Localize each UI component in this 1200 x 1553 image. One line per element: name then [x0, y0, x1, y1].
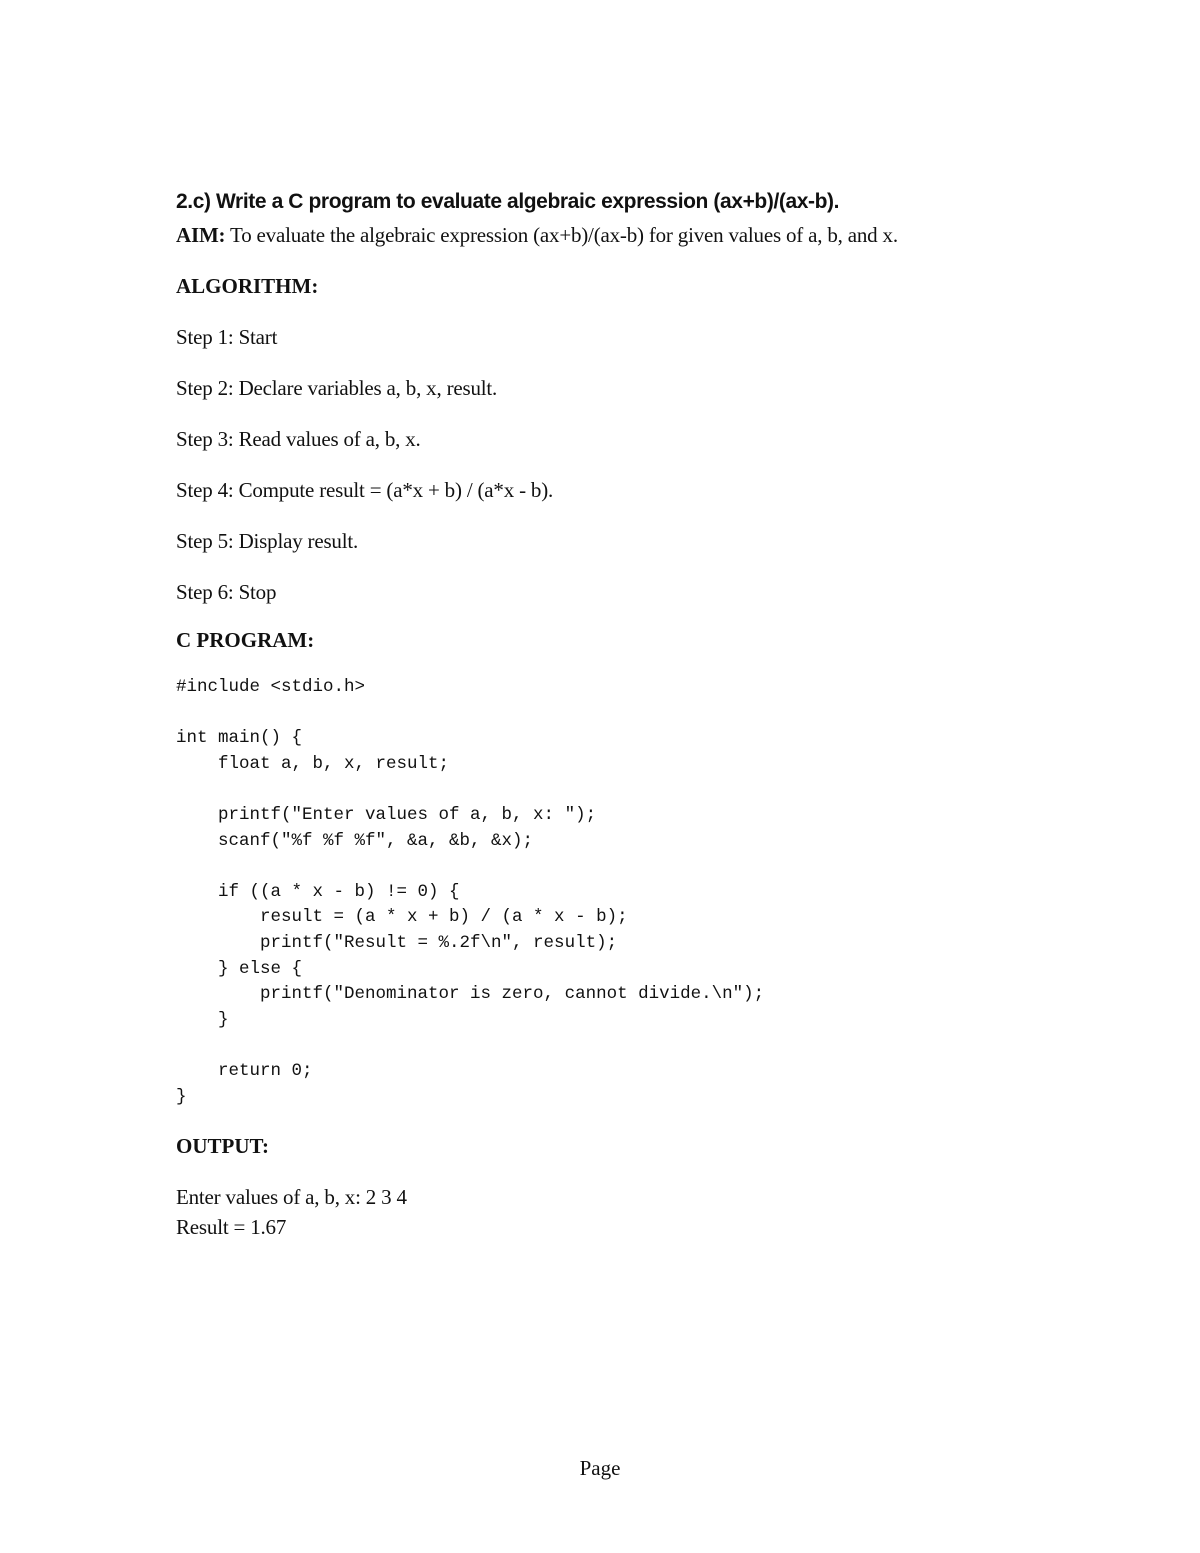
output-line-2: Result = 1.67 [176, 1215, 287, 1239]
page-title: 2.c) Write a C program to evaluate algebraic expression (ax+b)/(ax-b). [176, 190, 840, 213]
output-heading: OUTPUT: [176, 1134, 269, 1158]
step-3: Step 3: Read values of a, b, x. [176, 427, 421, 451]
step-2: Step 2: Declare variables a, b, x, result. [176, 376, 498, 400]
step-5: Step 5: Display result. [176, 529, 359, 553]
aim-label: AIM: [176, 223, 226, 247]
aim-paragraph [176, 223, 898, 248]
step-4: Step 4: Compute result = (a*x + b) / (a*x - b). [176, 478, 554, 502]
step-1: Step 1: Start [176, 325, 278, 349]
aim-text: To evaluate the algebraic expression (ax+b)/(ax-b) for given values of a, b, and x. [225, 223, 898, 247]
code-block: #include <stdio.h> int main() { float a, b, x, result; printf("Enter values of a, b, x: "); scanf("%f %f %f", &a, &b, &x); if ((a * x - b) != 0) { result = (a * x + b) / (a * x - b); printf("Result = %.2f\n", result); } else { printf("Denominator is zero, cannot divide.\n"); } return 0; } [176, 677, 765, 1107]
program-heading: C PROGRAM: [176, 628, 315, 652]
output-line-1: Enter values of a, b, x: 2 3 4 [176, 1185, 407, 1209]
page-footer: Page [579, 1456, 621, 1480]
step-6: Step 6: Stop [176, 580, 277, 604]
algorithm-heading: ALGORITHM: [176, 274, 319, 298]
